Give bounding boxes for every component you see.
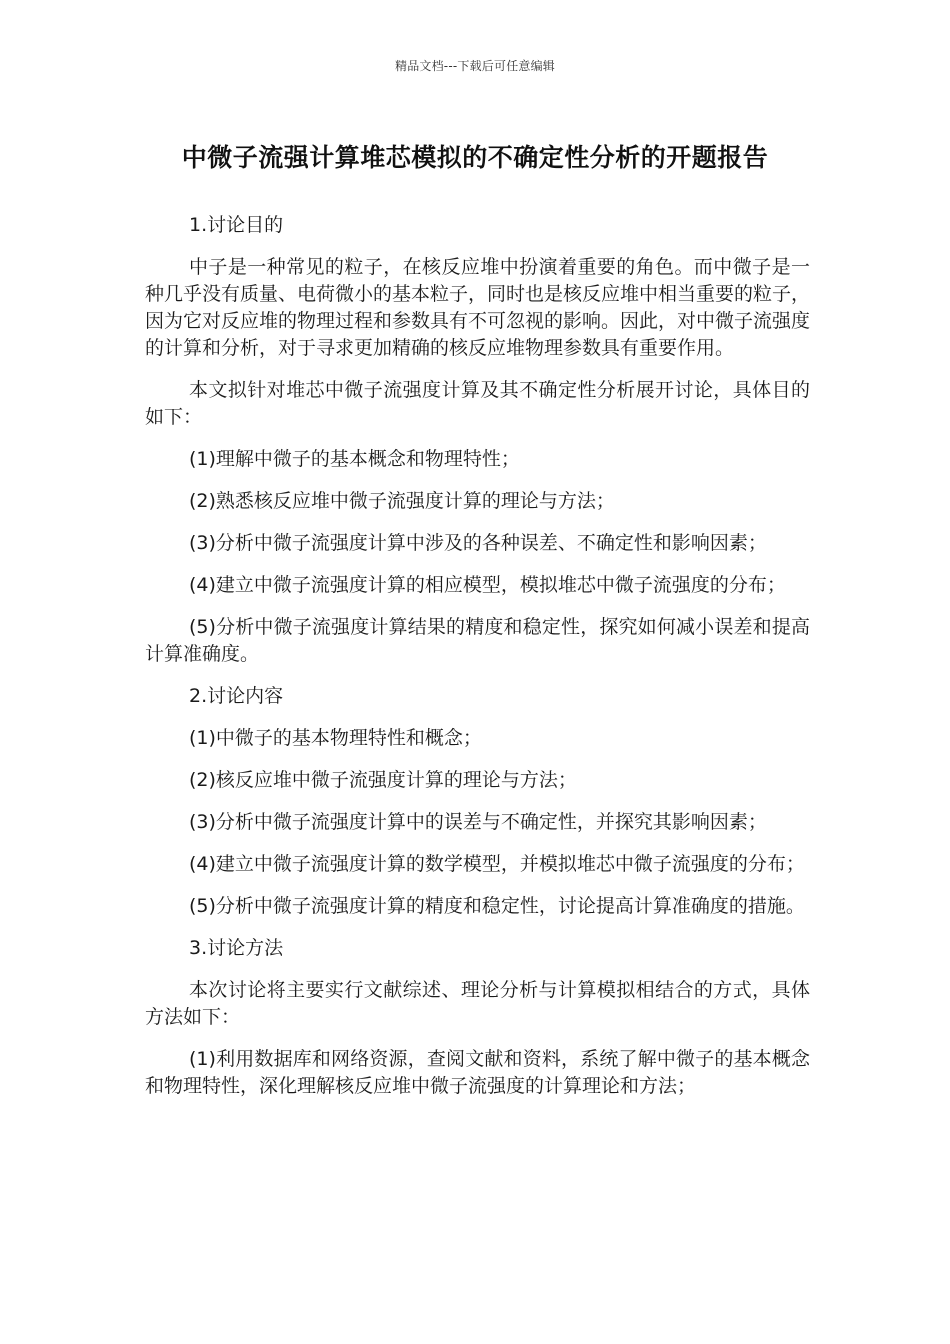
list-item-objective-3: (3)分析中微子流强度计算中涉及的各种误差、不确定性和影响因素； bbox=[189, 532, 767, 554]
list-item-content-5: (5)分析中微子流强度计算的精度和稳定性，讨论提高计算准确度的措施。 bbox=[189, 895, 805, 917]
section-heading-purpose: 1.讨论目的 bbox=[189, 214, 284, 236]
list-item-content-4: (4)建立中微子流强度计算的数学模型，并模拟堆芯中微子流强度的分布； bbox=[189, 853, 805, 875]
document-title: 中微子流强计算堆芯模拟的不确定性分析的开题报告 bbox=[181, 143, 769, 172]
list-item-objective-1: (1)理解中微子的基本概念和物理特性； bbox=[189, 448, 520, 470]
list-item-content-1: (1)中微子的基本物理特性和概念； bbox=[189, 727, 482, 749]
paragraph-method-lead: 本次讨论将主要实行文献综述、理论分析与计算模拟相结合的方式，具体方法如下： bbox=[145, 979, 810, 1028]
list-item-objective-2: (2)熟悉核反应堆中微子流强度计算的理论与方法； bbox=[189, 490, 615, 512]
header-note: 精品文档---下载后可任意编辑 bbox=[395, 59, 555, 73]
paragraph-objectives-lead: 本文拟针对堆芯中微子流强度计算及其不确定性分析展开讨论，具体目的如下： bbox=[145, 379, 810, 428]
section-heading-method: 3.讨论方法 bbox=[189, 937, 284, 959]
list-item-objective-4: (4)建立中微子流强度计算的相应模型，模拟堆芯中微子流强度的分布； bbox=[189, 574, 786, 596]
paragraph-intro: 中子是一种常见的粒子，在核反应堆中扮演着重要的角色。而中微子是一种几乎没有质量、电荷微小的基本粒子，同时也是核反应堆中相当重要的粒子，因为它对反应堆的物理过程和参数具有不可忽视的影响。因此，对中微子流强度的计算和分析，对于寻求更加精确的核反应堆物理参数具有重要作用。 bbox=[145, 256, 811, 359]
list-item-method-1: (1)利用数据库和网络资源，查阅文献和资料，系统了解中微子的基本概念和物理特性，深化理解核反应堆中微子流强度的计算理论和方法； bbox=[145, 1048, 810, 1097]
document-body bbox=[145, 212, 810, 1115]
section-heading-content: 2.讨论内容 bbox=[189, 685, 284, 707]
list-item-objective-5: (5)分析中微子流强度计算结果的精度和稳定性，探究如何减小误差和提高计算准确度。 bbox=[145, 616, 810, 665]
list-item-content-2: (2)核反应堆中微子流强度计算的理论与方法； bbox=[189, 769, 577, 791]
list-item-content-3: (3)分析中微子流强度计算中的误差与不确定性，并探究其影响因素； bbox=[189, 811, 767, 833]
